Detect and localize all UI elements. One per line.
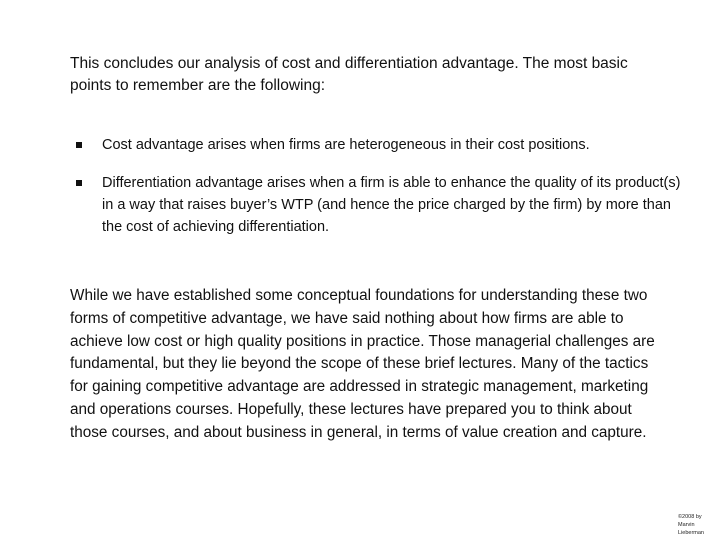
copyright-line: Lieberman [678, 530, 704, 536]
intro-paragraph: This concludes our analysis of cost and differentiation advantage. The most basic points to remember are the following: [70, 55, 628, 94]
square-bullet-icon [76, 180, 82, 186]
key-points-list [70, 134, 690, 238]
copyright-line: ©2008 by [678, 514, 702, 520]
square-bullet-icon [76, 142, 82, 148]
copyright-line: Marvin [678, 522, 695, 528]
conclusion-paragraph: While we have established some conceptual foundations for understanding these two forms of competitive advantage, we have said nothing about how firms are able to achieve low cost or high quality positions in practice. Those managerial challenges are fundamental, but they lie beyond the scope of these brief lectures. Many of the tactics for gaining competitive advantage are addressed in strategic management, marketing and operations courses. Hopefully, these lectures have prepared you to think about those courses, and about business in general, in terms of value creation and capture. [70, 287, 655, 441]
bullet-differentiation-advantage [70, 172, 690, 238]
bullet-text: Cost advantage arises when firms are heterogeneous in their cost positions. [102, 137, 590, 153]
bullet-text: Differentiation advantage arises when a firm is able to enhance the quality of its product(s) in a way that raises buyer’s WTP (and hence the price charged by the firm) by more than the cost of achieving differentiation. [102, 175, 681, 235]
copyright-notice [678, 513, 718, 537]
bullet-cost-advantage [70, 134, 690, 156]
